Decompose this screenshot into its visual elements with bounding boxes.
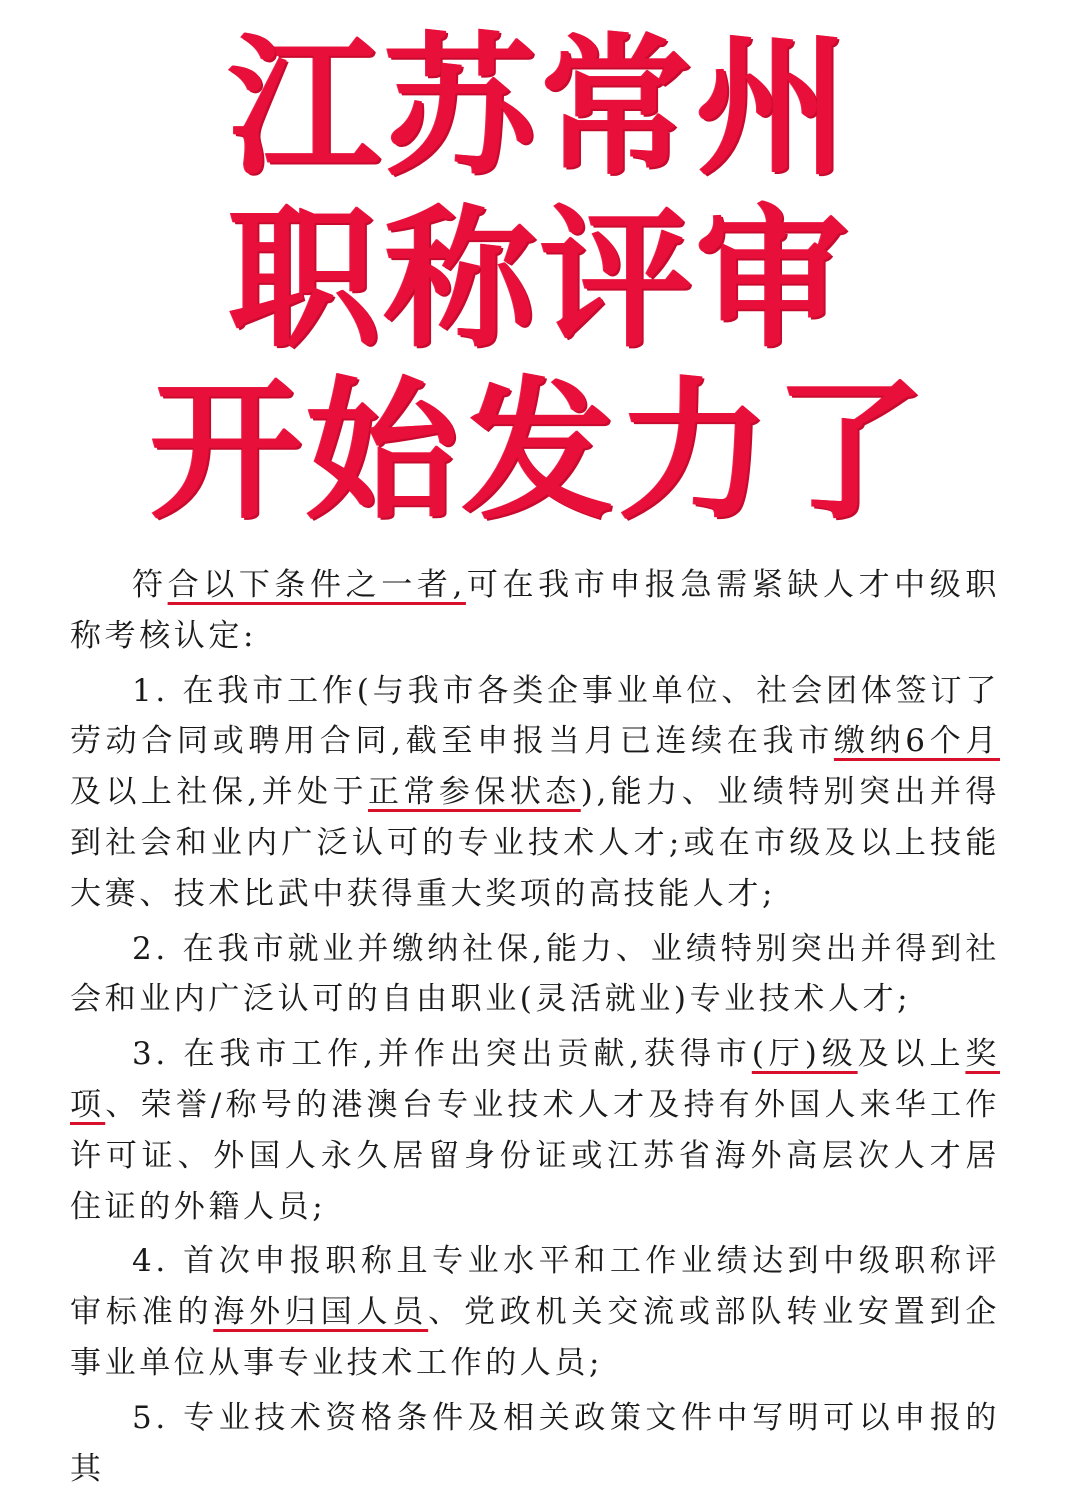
intro-text: 可在我市申报急需紧缺人才中级职称考核认定: bbox=[70, 567, 1000, 654]
underlined-six-months: 缴纳6个月 bbox=[833, 723, 1000, 760]
headline-line-2: 职称评审 bbox=[228, 191, 852, 368]
underlined-level: (厅)级 bbox=[751, 1036, 858, 1073]
item-4-text: 、党政机关交流或部队转业安置到企事业单位从事专业技术工作的人员; bbox=[70, 1294, 1000, 1381]
underlined-returnees: 海外归国人员 bbox=[213, 1294, 429, 1331]
item-5-text: 5. 专业技术资格条件及相关政策文件中写明可以申报的其 bbox=[70, 1399, 1000, 1487]
headline-line-3: 开始发力了 bbox=[150, 363, 930, 540]
underlined-award: 奖项 bbox=[70, 1036, 1000, 1123]
document-body bbox=[70, 560, 1000, 1498]
item-1-text: ),能力、业绩特别突出并得到社会和业内广泛认可的专业技术人才;或在市级及以上技能大赛、技术比武中获得重大奖项的高技能人才; bbox=[70, 774, 1000, 912]
item-2-text: 2. 在我市就业并缴纳社保,能力、业绩特别突出并得到社会和业内广泛认可的自由职业(灵活就业)专业技术人才; bbox=[70, 930, 1000, 1018]
item-3-text: 3. 在我市工作,并作出突出贡献,获得市 bbox=[132, 1036, 752, 1073]
intro-text: 符 bbox=[132, 567, 168, 603]
underlined-insurance-status: 正常参保状态 bbox=[368, 774, 581, 811]
item-1-text: 及以上社保,并处于 bbox=[70, 774, 368, 811]
item-5 bbox=[70, 1393, 1000, 1495]
underlined-conditions: 合以下条件之一者, bbox=[167, 567, 466, 603]
item-1 bbox=[70, 666, 1000, 920]
item-3-text: 、荣誉/称号的港澳台专业技术人才及持有外国人来华工作许可证、外国人永久居留身份证或江苏省海外高层次人才居住证的外籍人员; bbox=[70, 1086, 1000, 1225]
headline-line-1: 江苏常州 bbox=[228, 19, 852, 196]
item-4 bbox=[70, 1236, 1000, 1388]
item-3-text: 及以上 bbox=[857, 1036, 966, 1073]
item-1-text: 1. 在我市工作(与我市各类企事业单位、社会团体签订了劳动合同或聘用合同,截至申报当月已连续在我市 bbox=[70, 672, 1000, 760]
intro-paragraph bbox=[70, 560, 1000, 662]
item-2 bbox=[70, 924, 1000, 1026]
headline bbox=[0, 19, 1080, 540]
item-3 bbox=[70, 1029, 1000, 1232]
item-4-text: 4. 首次申报职称且专业水平和工作业绩达到中级职称评审标准的 bbox=[70, 1243, 1000, 1331]
